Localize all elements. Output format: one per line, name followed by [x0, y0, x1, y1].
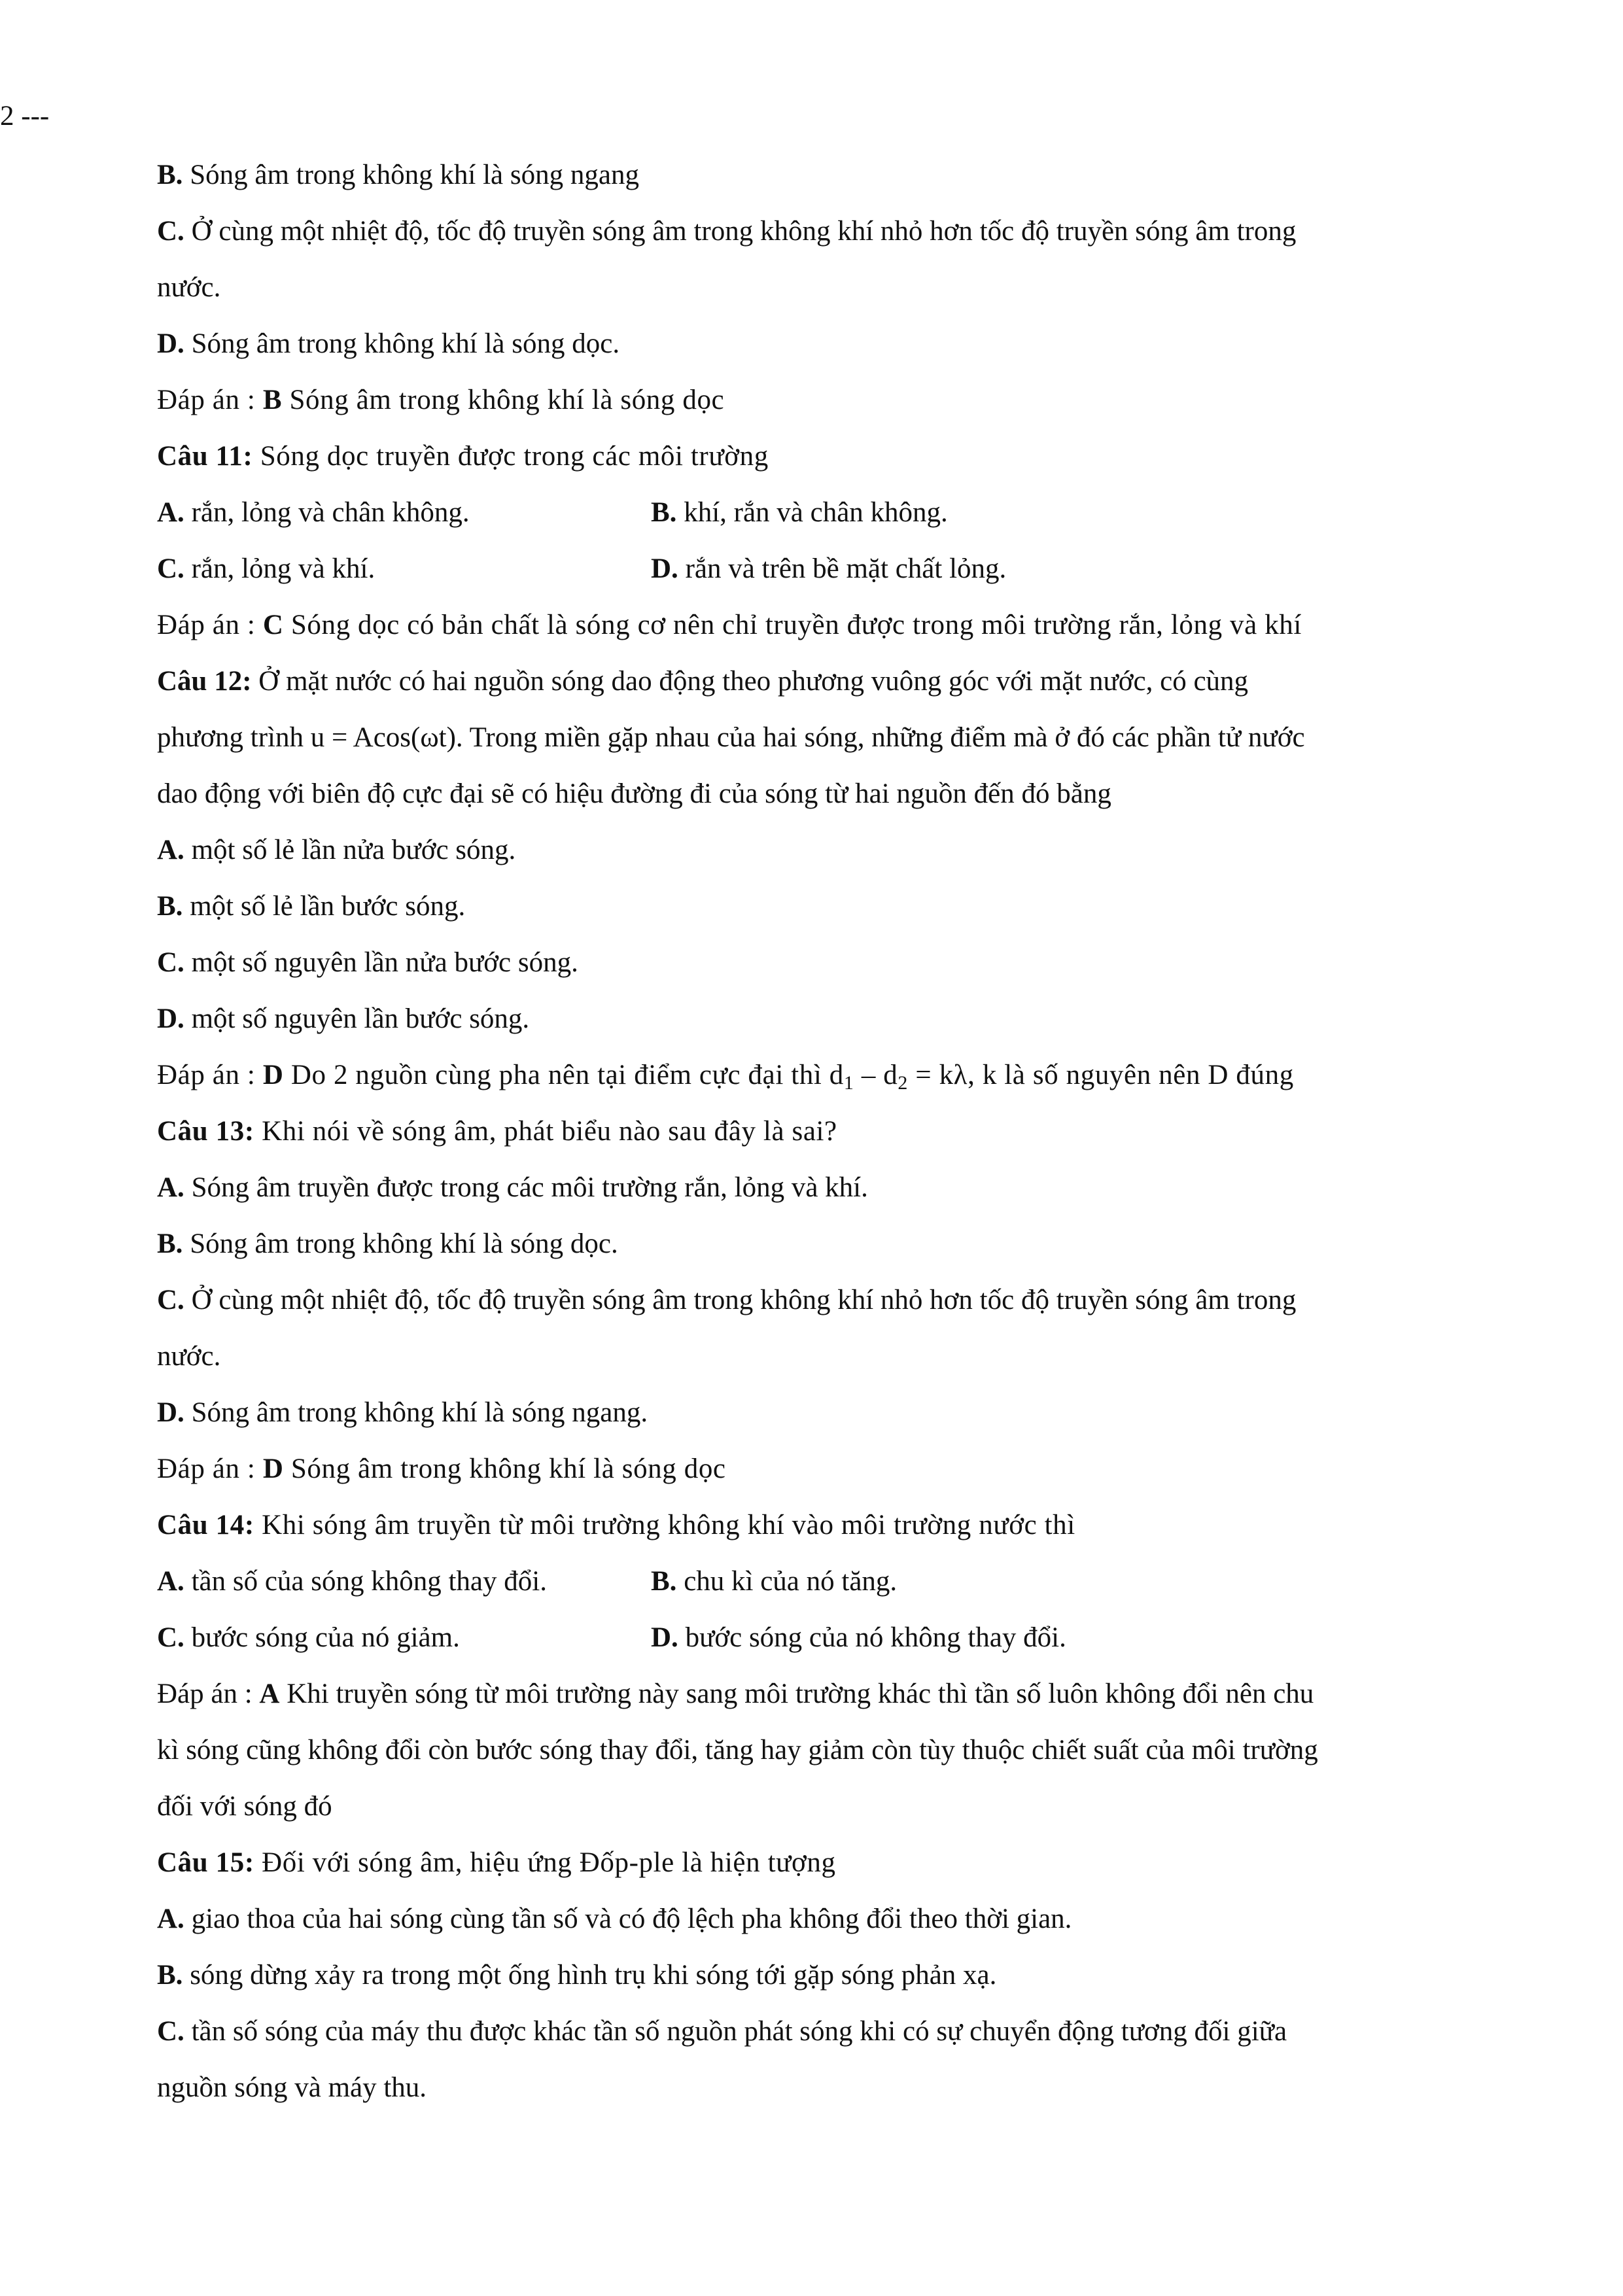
q15-option-c: C. tần số sóng của máy thu được khác tần số nguồn phát sóng khi có sự chuyển động tương đối giữa	[157, 2016, 1287, 2047]
q11-option-c: C. rắn, lỏng và khí.	[157, 553, 375, 584]
q12-option-b: B. một số lẻ lần bước sóng.	[157, 891, 466, 922]
q13-option-a: A. Sóng âm truyền được trong các môi trường rắn, lỏng và khí.	[157, 1172, 868, 1203]
q13-answer: Đáp án : D Sóng âm trong không khí là sóng dọc	[157, 1453, 726, 1484]
q14-option-c: C. bước sóng của nó giảm.	[157, 1622, 460, 1653]
q14-options-row2	[157, 1618, 1066, 1658]
q15-option-c-cont: nguồn sóng và máy thu.	[157, 2072, 427, 2103]
q14-answer-line3: đối với sóng đó	[157, 1791, 332, 1822]
question-12-line3: dao động với biên độ cực đại sẽ có hiệu đường đi của sóng từ hai nguồn đến đó bằng	[157, 778, 1111, 809]
q14-option-d: D. bước sóng của nó không thay đổi.	[651, 1622, 1066, 1653]
q12-answer: Đáp án : D Do 2 nguồn cùng pha nên tại điểm cực đại thì $d_1 - d_2 = k\lambda$, k là số nguyên nên D đúng	[157, 1060, 1294, 1094]
q12-option-c: C. một số nguyên lần nửa bước sóng.	[157, 947, 578, 978]
page-marker: 2 ---	[0, 101, 50, 131]
q11-options-row1	[157, 493, 948, 532]
q12-option-d: D. một số nguyên lần bước sóng.	[157, 1003, 530, 1034]
q12-option-a: A. một số lẻ lần nửa bước sóng.	[157, 835, 516, 865]
question-13: Câu 13: Khi nói về sóng âm, phát biểu nào sau đây là sai?	[157, 1116, 837, 1147]
answer-line: Đáp án : B Sóng âm trong không khí là sóng dọc	[157, 385, 725, 415]
q14-options-row1	[157, 1562, 898, 1601]
q11-option-d: D. rắn và trên bề mặt chất lỏng.	[651, 553, 1007, 584]
q11-option-b: B. khí, rắn và chân không.	[651, 497, 948, 528]
q13-option-c-cont: nước.	[157, 1341, 221, 1372]
option-c: C. Ở cùng một nhiệt độ, tốc độ truyền sóng âm trong không khí nhỏ hơn tốc độ truyền sóng âm trong	[157, 216, 1297, 247]
option-c-cont: nước.	[157, 272, 221, 303]
q11-options-row2	[157, 549, 1007, 589]
q15-option-b: B. sóng dừng xảy ra trong một ống hình trụ khi sóng tới gặp sóng phản xạ.	[157, 1960, 997, 1991]
q14-option-b: B. chu kì của nó tăng.	[651, 1566, 898, 1597]
question-11: Câu 11: Sóng dọc truyền được trong các môi trường	[157, 441, 769, 472]
q15-option-a: A. giao thoa của hai sóng cùng tần số và có độ lệch pha không đổi theo thời gian.	[157, 1904, 1072, 1934]
question-15: Câu 15: Đối với sóng âm, hiệu ứng Đốp-ple là hiện tượng	[157, 1847, 836, 1878]
q13-option-b: B. Sóng âm trong không khí là sóng dọc.	[157, 1228, 618, 1259]
q14-option-a: A. tần số của sóng không thay đổi.	[157, 1566, 547, 1597]
q13-option-d: D. Sóng âm trong không khí là sóng ngang.	[157, 1397, 648, 1428]
q11-option-a: A. rắn, lỏng và chân không.	[157, 497, 470, 528]
option-b: B. Sóng âm trong không khí là sóng ngang	[157, 160, 639, 190]
q14-answer: Đáp án : A Khi truyền sóng từ môi trường này sang môi trường khác thì tần số luôn không đổi nên chu	[157, 1679, 1314, 1709]
option-d: D. Sóng âm trong không khí là sóng dọc.	[157, 328, 620, 359]
q13-option-c: C. Ở cùng một nhiệt độ, tốc độ truyền sóng âm trong không khí nhỏ hơn tốc độ truyền sóng âm trong	[157, 1285, 1297, 1315]
q14-answer-line2: kì sóng cũng không đổi còn bước sóng thay đổi, tăng hay giảm còn tùy thuộc chiết suất của môi trường	[157, 1735, 1318, 1765]
question-12-line2: phương trình u = Acos(ωt). Trong miền gặp nhau của hai sóng, những điểm mà ở đó các phần tử nước	[157, 722, 1305, 753]
question-14: Câu 14: Khi sóng âm truyền từ môi trường không khí vào môi trường nước thì	[157, 1510, 1075, 1540]
q11-answer: Đáp án : C Sóng dọc có bản chất là sóng cơ nên chỉ truyền được trong môi trường rắn, lỏng và khí	[157, 610, 1302, 640]
question-12: Câu 12: Ở mặt nước có hai nguồn sóng dao động theo phương vuông góc với mặt nước, có cùng	[157, 666, 1249, 697]
